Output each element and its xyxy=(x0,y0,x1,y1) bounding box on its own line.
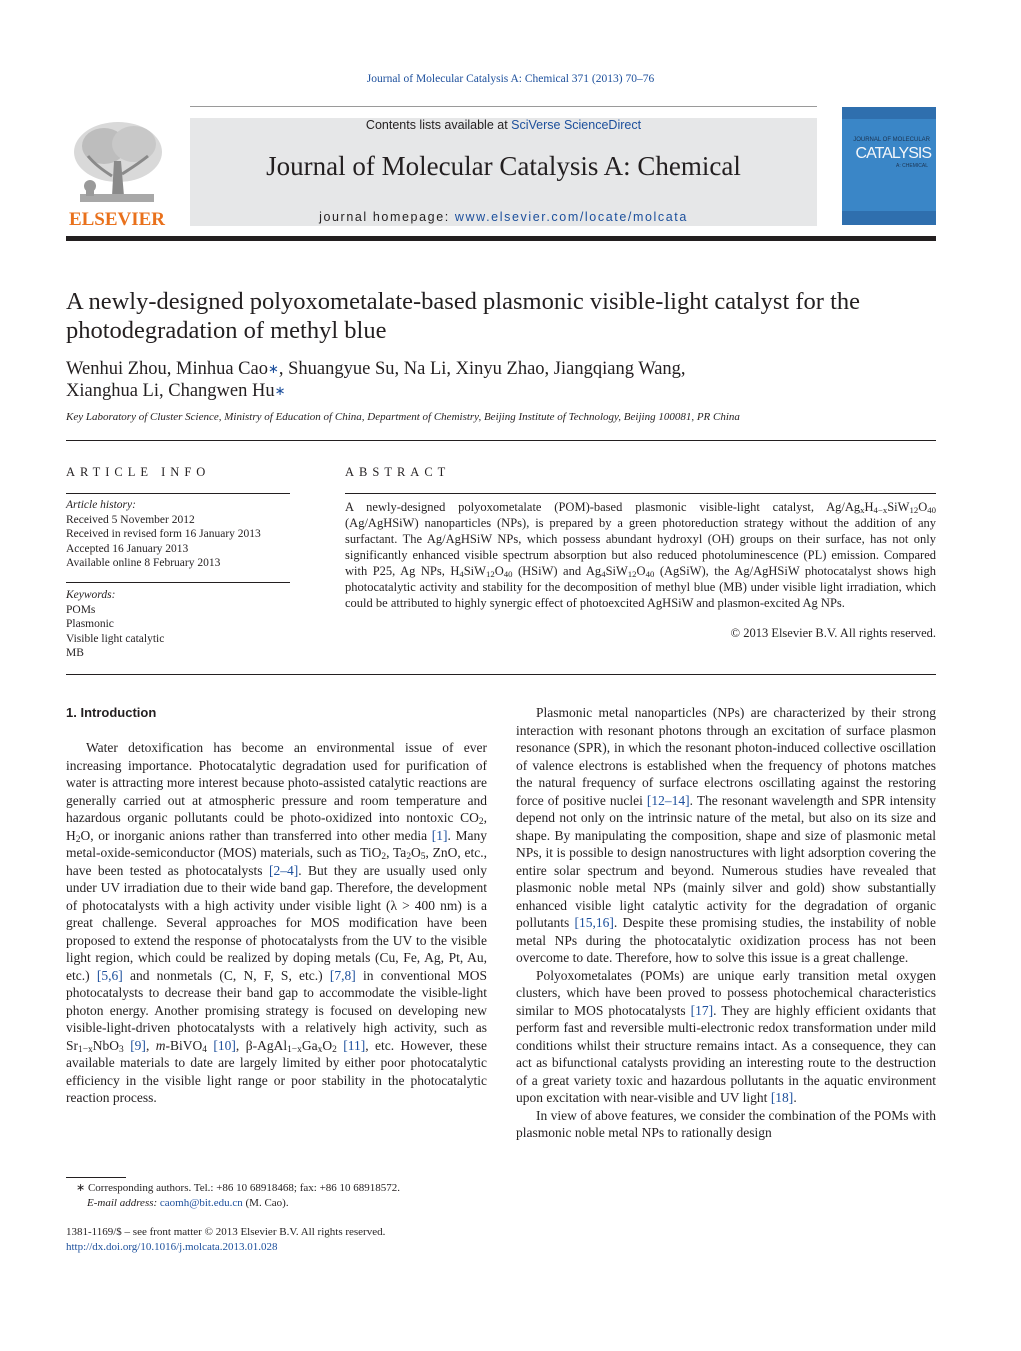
abstract-bottom-rule xyxy=(66,674,936,675)
history-received: Received 5 November 2012 xyxy=(66,513,195,526)
contents-line xyxy=(190,118,817,132)
homepage-prefix: journal homepage: xyxy=(319,210,455,224)
front-matter xyxy=(66,1225,486,1255)
history-accepted: Accepted 16 January 2013 xyxy=(66,542,189,555)
ref-link[interactable]: [10] xyxy=(213,1037,236,1053)
ref-link[interactable]: [2–4] xyxy=(268,862,299,878)
ref-link[interactable]: [9] xyxy=(130,1037,146,1053)
authors-line1-a: Wenhui Zhou, Minhua Cao xyxy=(66,359,268,379)
cover-label-small: JOURNAL OF MOLECULAR xyxy=(853,137,930,143)
corresponding-mark-2[interactable]: ∗ xyxy=(274,383,286,398)
email-footnote: E-mail address: caomh@bit.edu.cn (M. Cao). xyxy=(87,1196,289,1209)
ref-link[interactable]: [11] xyxy=(343,1037,366,1053)
corresponding-mark[interactable]: ∗ xyxy=(267,361,279,376)
intro-paragraph-4: In view of above features, we consider the combination of the POMs with plasmonic noble metal NPs to rationally design xyxy=(516,1107,936,1140)
header-thick-rule xyxy=(66,236,936,241)
abstract-text: A newly-designed polyoxometalate (POM)-based plasmonic visible-light catalyst, $Ag/Ag_xH_{4-x}SiW_{12}O_{40}$ (Ag/AgHSiW) nanoparticles (NPs), is prepared by a green photoreduction strategy without the addition of any surfactant. The Ag/AgHSiW NPs, which possess abundant hydroxyl (OH) groups on their surface, has not only significantly enhanced visible spectrum absorption but also reduced photoluminescence (PL) emission. Compared with P25, Ag NPs, $H_4SiW_{12}O_{40}$ (HSiW) and $Ag_4SiW_{12}O_{40}$ (AgSiW), the Ag/AgHSiW photocatalyst shows high photocatalytic activity and stability for the decomposition of methyl blue (MB) under visible light irradiation, which could be attributed to highly synergic effect of photoexcited AgHSiW and plasmon-excited Ag NPs. xyxy=(345,500,936,610)
ref-link[interactable]: [12–14] xyxy=(646,792,690,808)
sciencedirect-link[interactable]: SciVerse ScienceDirect xyxy=(511,118,642,132)
affiliation: Key Laboratory of Cluster Science, Ministry of Education of China, Department of Chemistry, Beijing Institute of Technology, Beijing 100081, PR China xyxy=(66,411,740,423)
left-column-text xyxy=(66,739,487,1107)
elsevier-wordmark: ELSEVIER xyxy=(68,209,166,230)
cover-bottom-band xyxy=(842,211,936,225)
keyword-item: Visible light catalytic xyxy=(66,632,165,645)
ref-link[interactable]: [18] xyxy=(770,1090,794,1105)
introduction-heading: 1. Introduction xyxy=(66,705,157,720)
cover-label-sub: A: CHEMICAL xyxy=(896,163,928,169)
doi-link[interactable]: http://dx.doi.org/10.1016/j.molcata.2013.01.028 xyxy=(66,1241,278,1253)
homepage-line xyxy=(190,210,817,224)
intro-paragraph-1: Water detoxification has become an environmental issue of ever increasing importance. Photocatalytic degradation used for purification of water is attracting more interest because photo-assisted catalytic reactions are generally carried out at atmospheric pressure and room temperature and hazardous organic pollutants could be photo-oxidized into nontoxic $CO_2$, $H_2O$, or inorganic anions rather than transferred into other media [1]. Many metal-oxide-semiconductor (MOS) materials, such as TiO$_2$, $Ta_2O_5$, ZnO, etc., have been tested as photocatalysts [2–4]. But they are usually used only under UV irradiation due to their wide band gap. Therefore, the development of photocatalysts with a high activity under visible light (λ > 400 nm) is a great challenge. Several approaches for MOS modification have been proposed to extend the response of photocatalysts from the UV to the visible light region, which could be realized by doping metals (Cu, Fe, Ag, Pt, Au, etc.) [5,6] and nonmetals (C, N, F, S, etc.) [7,8] in conventional MOS photocatalysts to decrease their band gap to accommodate the visible-light photon energy. Another promising strategy is focused on developing new visible-light-driven photocatalysts with a relatively high activity, such as $Sr_{1-x}NbO_3$ [9], m-BiVO$_4$ [10], $\beta-AgAl_{1-x}Ga_xO_2$ [11], etc. However, these available materials to date are largely limited by either poor photocatalytic efficiency in the visible light range or poor stability in the photocatalytic reaction process. xyxy=(66,740,488,1105)
keywords-rule xyxy=(66,582,290,583)
keywords xyxy=(66,588,290,661)
ref-link[interactable]: [15,16] xyxy=(574,915,614,930)
authors-line1-b: , Shuangyue Su, Na Li, Xinyu Zhao, Jiangqiang Wang, xyxy=(278,359,686,379)
history-revised: Received in revised form 16 January 2013 xyxy=(66,528,261,540)
intro-paragraph-3: Polyoxometalates (POMs) are unique early transition metal oxygen clusters, which have been proved to possess photochemical characteristics similar to MOS photocatalysts [17]. They are highly efficient oxidants that perform fast and reversible multi-electronic redox transformation under mild conditions whilst their structure remains intact. As a consequence, they can act as bifunctional catalysts providing an interesting route to the destruction of a great variety toxic and hazardous pollutants in the aquatic environment upon excitation with near-visible and UV light [18]. xyxy=(516,967,936,1105)
abstract-copyright: © 2013 Elsevier B.V. All rights reserved. xyxy=(730,626,936,640)
article-info-rule xyxy=(66,493,290,494)
homepage-link[interactable]: www.elsevier.com/locate/molcata xyxy=(454,210,688,224)
cover-label-main: CATALYSIS xyxy=(855,145,931,162)
keyword-item: POMs xyxy=(66,603,96,616)
email-link[interactable]: caomh@bit.edu.cn xyxy=(159,1196,243,1209)
journal-citation: Journal of Molecular Catalysis A: Chemical 371 (2013) 70–76 xyxy=(366,73,655,85)
journal-title: Journal of Molecular Catalysis A: Chemical xyxy=(266,151,741,181)
journal-cover-image xyxy=(842,107,936,225)
keywords-label: Keywords: xyxy=(66,589,116,601)
header-top-rule xyxy=(190,106,817,107)
footnote-rule xyxy=(66,1177,126,1178)
author-list xyxy=(66,358,941,402)
authors-line2: Xianghua Li, Changwen Hu xyxy=(66,381,275,401)
affiliation-rule xyxy=(66,440,936,441)
corresponding-footnote: ∗ Corresponding authors. Tel.: +86 10 68918468; fax: +86 10 68918572. xyxy=(76,1182,401,1194)
article-title: A newly-designed polyoxometalate-based plasmonic visible-light catalyst for the photodegradation of methyl blue xyxy=(66,288,861,344)
abstract-rule xyxy=(345,493,936,494)
ref-link[interactable]: [5,6] xyxy=(96,967,123,983)
cover-top-band xyxy=(842,107,936,119)
history-label: Article history: xyxy=(66,499,136,511)
ref-link[interactable]: [17] xyxy=(690,1002,714,1018)
history-online: Available online 8 February 2013 xyxy=(66,557,221,569)
abstract-heading: ABSTRACT xyxy=(345,465,451,479)
ref-link[interactable]: [7,8] xyxy=(329,967,356,983)
ref-link[interactable]: [1] xyxy=(431,827,448,843)
footnote xyxy=(66,1181,486,1210)
keyword-item: MB xyxy=(66,647,84,659)
article-history xyxy=(66,498,290,571)
keyword-item: Plasmonic xyxy=(66,618,114,630)
issn-line: 1381-1169/$ – see front matter © 2013 Elsevier B.V. All rights reserved. xyxy=(66,1226,386,1238)
contents-prefix: Contents lists available at xyxy=(365,118,512,132)
intro-paragraph-2: Plasmonic metal nanoparticles (NPs) are characterized by their strong interaction with resonant photons through an excitation of surface plasmon resonance (SPR), in which the resonant photon-induced collective oscillation of valence electrons is established when the frequency of photons matches the natural frequency of surface electrons oscillating against the restoring force of positive nuclei [12–14]. The resonant wavelength and SPR intensity depend not only on the intrinsic nature of the metal, but also on its size and shape. By manipulating the composition, shape and size of plasmonic metal NPs, it is possible to design nanostructures with light adsorption covering the entire solar spectrum and beyond. Numerous studies have revealed that plasmonic noble metal NPs (mainly silver and gold) show substantially enhanced visible light catalytic activity for the degradation of organic pollutants [15,16]. Despite these promising studies, the instability of noble metal NPs during the photocatalytic oxidization process has not been overcome to date. Therefore, how to solve this issue is a great challenge. xyxy=(516,705,936,965)
right-column-text xyxy=(516,704,936,1142)
article-info-heading: ARTICLE INFO xyxy=(66,465,211,479)
